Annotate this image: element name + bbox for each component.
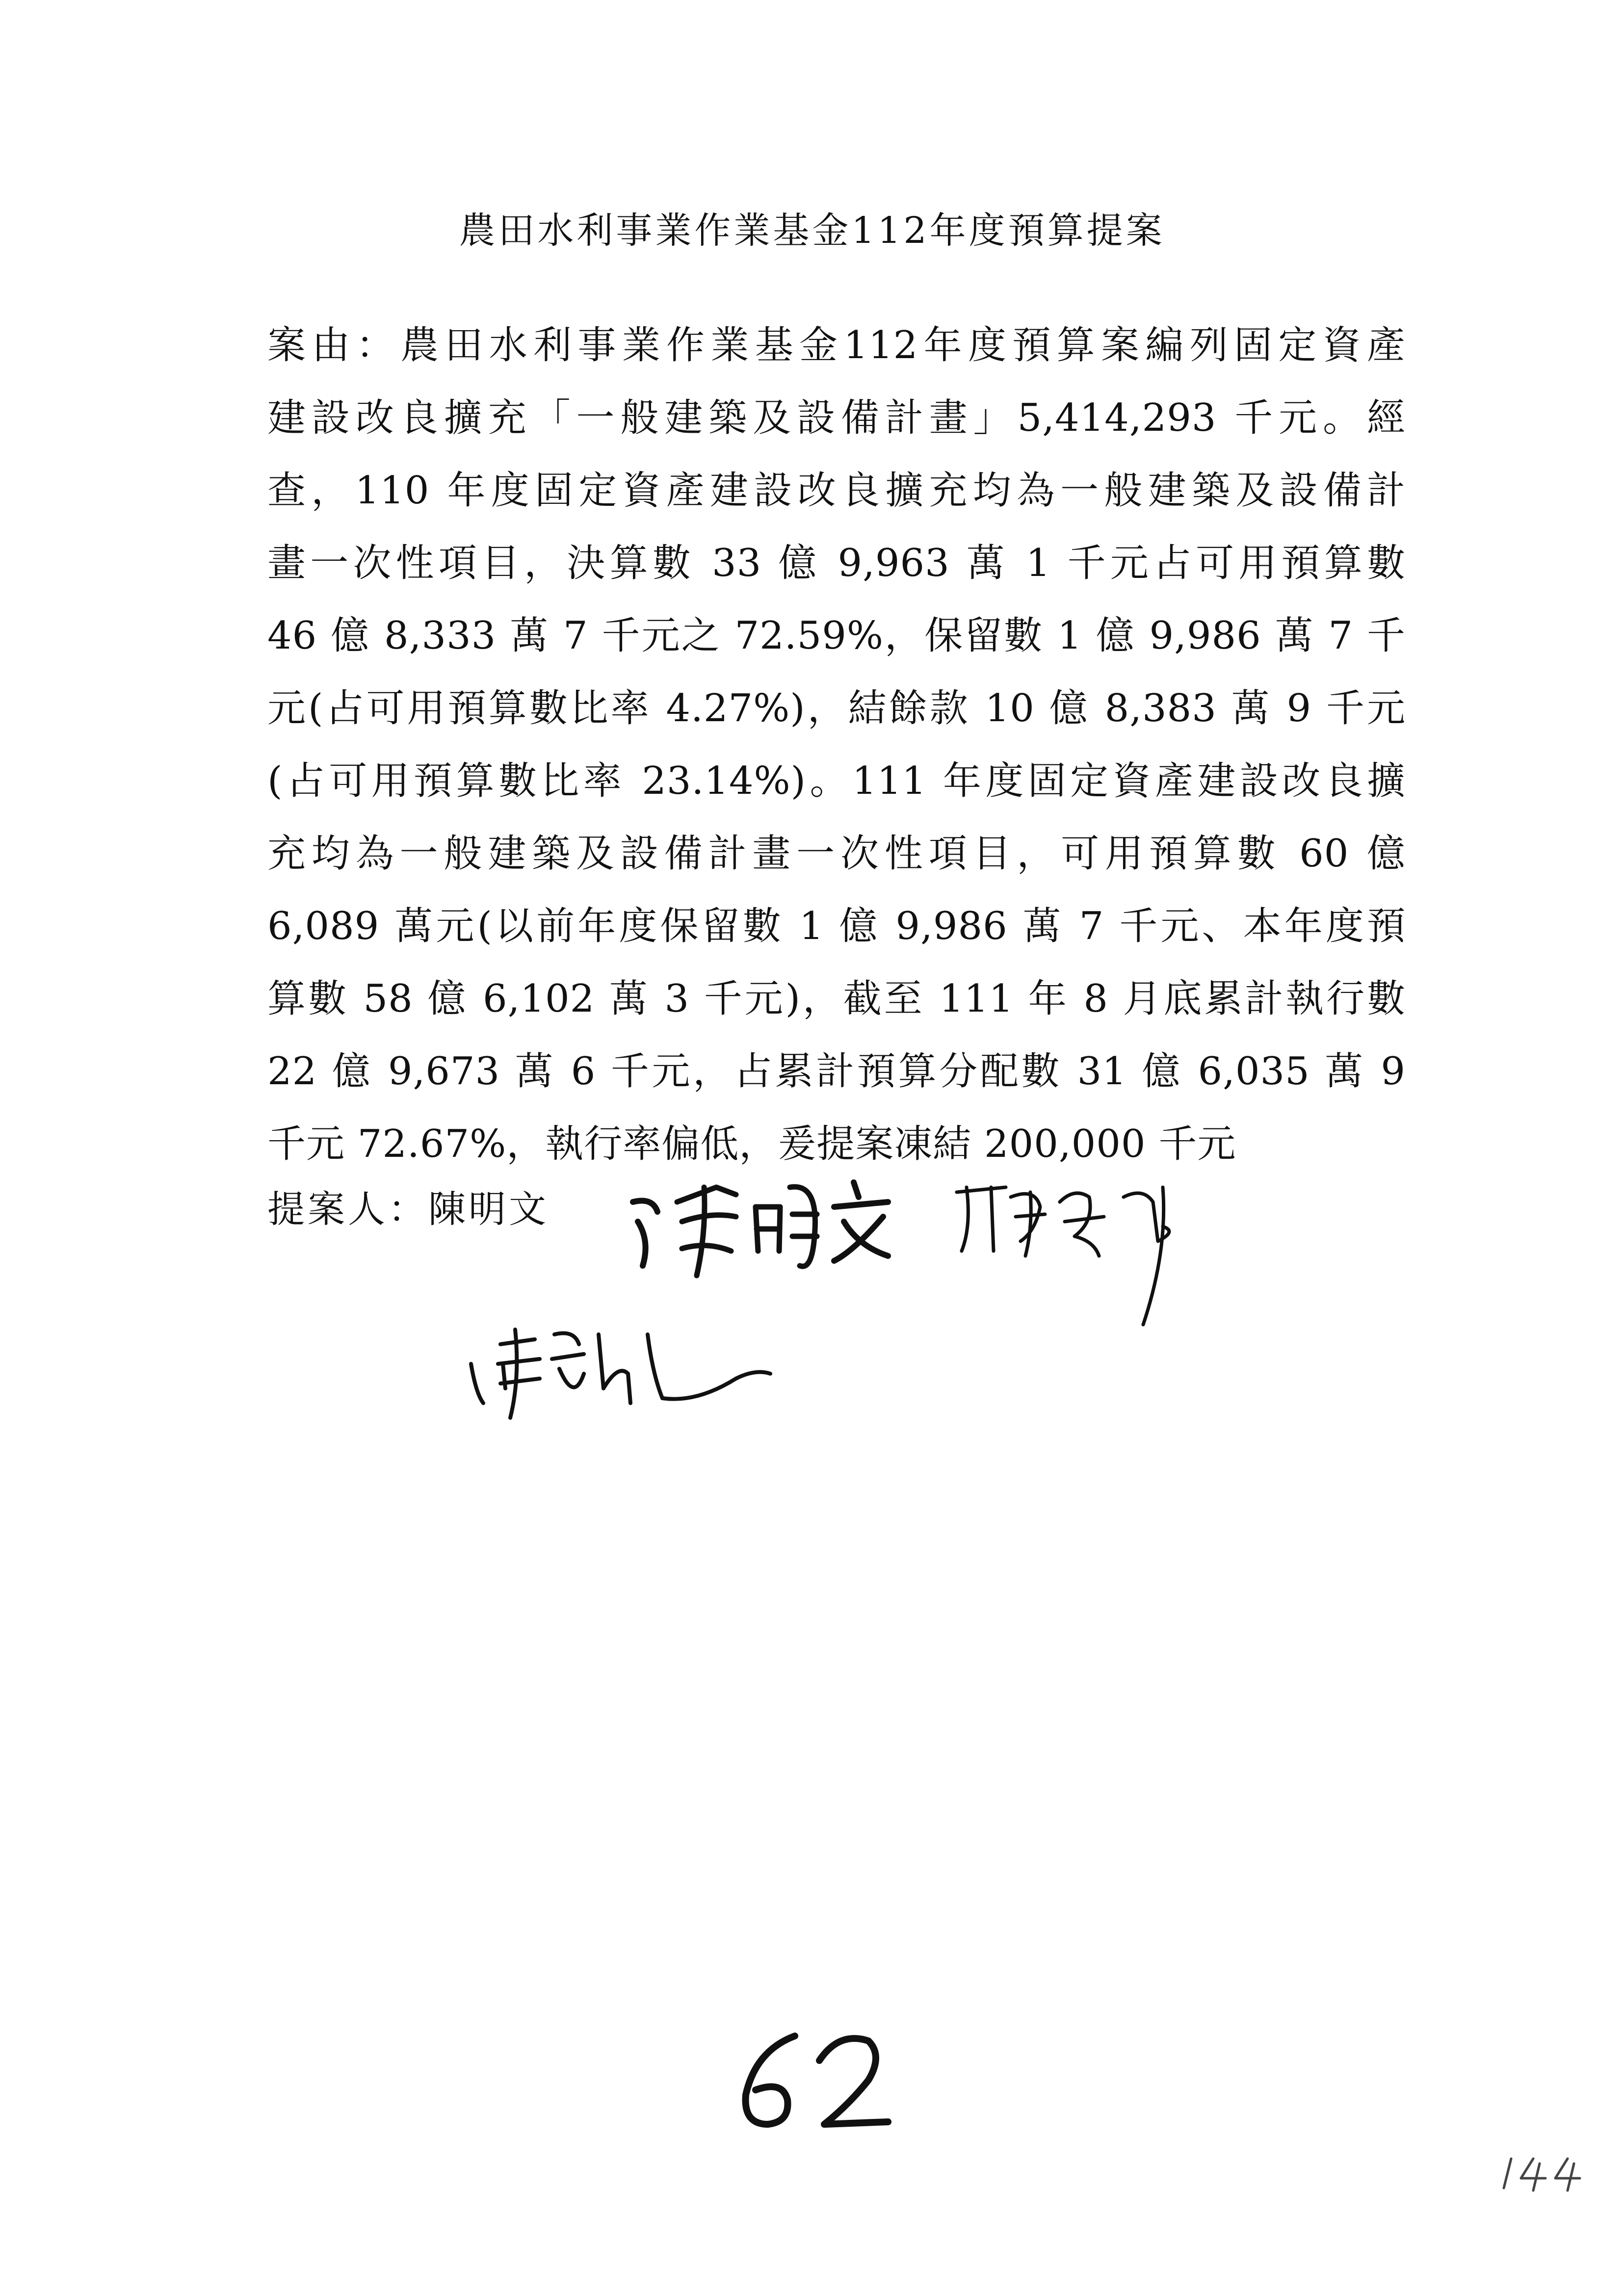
body-line-8: 充均為一般建築及設備計畫一次性項目，可用預算數 60 億	[267, 832, 1406, 876]
body-line-9: 6,089 萬元(以前年度保留數 1 億 9,986 萬 7 千元、本年度預	[267, 904, 1406, 948]
page-title: 農田水利事業作業基金112年度預算提案	[459, 209, 1165, 252]
body-line-10: 算數 58 億 6,102 萬 3 千元)，截至 111 年 8 月底累計執行數	[267, 977, 1406, 1021]
body-line-12: 千元 72.67%，執行率偏低，爰提案凍結 200,000 千元	[267, 1122, 1236, 1166]
body-line-4: 畫一次性項目，決算數 33 億 9,963 萬 1 千元占可用預算數	[267, 541, 1406, 585]
body-line-11: 22 億 9,673 萬 6 千元，占累計預算分配數 31 億 6,035 萬 9	[267, 1049, 1406, 1094]
body-line-1: 案由：農田水利事業作業基金112年度預算案編列固定資產	[267, 323, 1406, 367]
handwritten-page-number	[726, 2021, 922, 2141]
body-line-7: (占可用預算數比率 23.14%)。111 年度固定資產建設改良擴	[267, 759, 1406, 803]
handwritten-signature-2	[947, 1168, 1202, 1354]
handwritten-sheet-number	[1496, 2149, 1595, 2200]
body-line-6: 元(占可用預算數比率 4.27%)，結餘款 10 億 8,383 萬 9 千元	[267, 686, 1406, 731]
body-line-2: 建設改良擴充「一般建築及設備計畫」5,414,293 千元。經	[267, 396, 1406, 440]
handwritten-signature-1	[623, 1168, 898, 1285]
proposer-label: 提案人：陳明文	[267, 1187, 549, 1231]
body-line-3: 查，110 年度固定資產建設改良擴充均為一般建築及設備計	[267, 469, 1406, 513]
proposal-body	[267, 309, 1406, 1180]
body-line-5: 46 億 8,333 萬 7 千元之 72.59%，保留數 1 億 9,986 萬 7 千	[267, 614, 1406, 658]
handwritten-signature-3	[461, 1305, 785, 1423]
